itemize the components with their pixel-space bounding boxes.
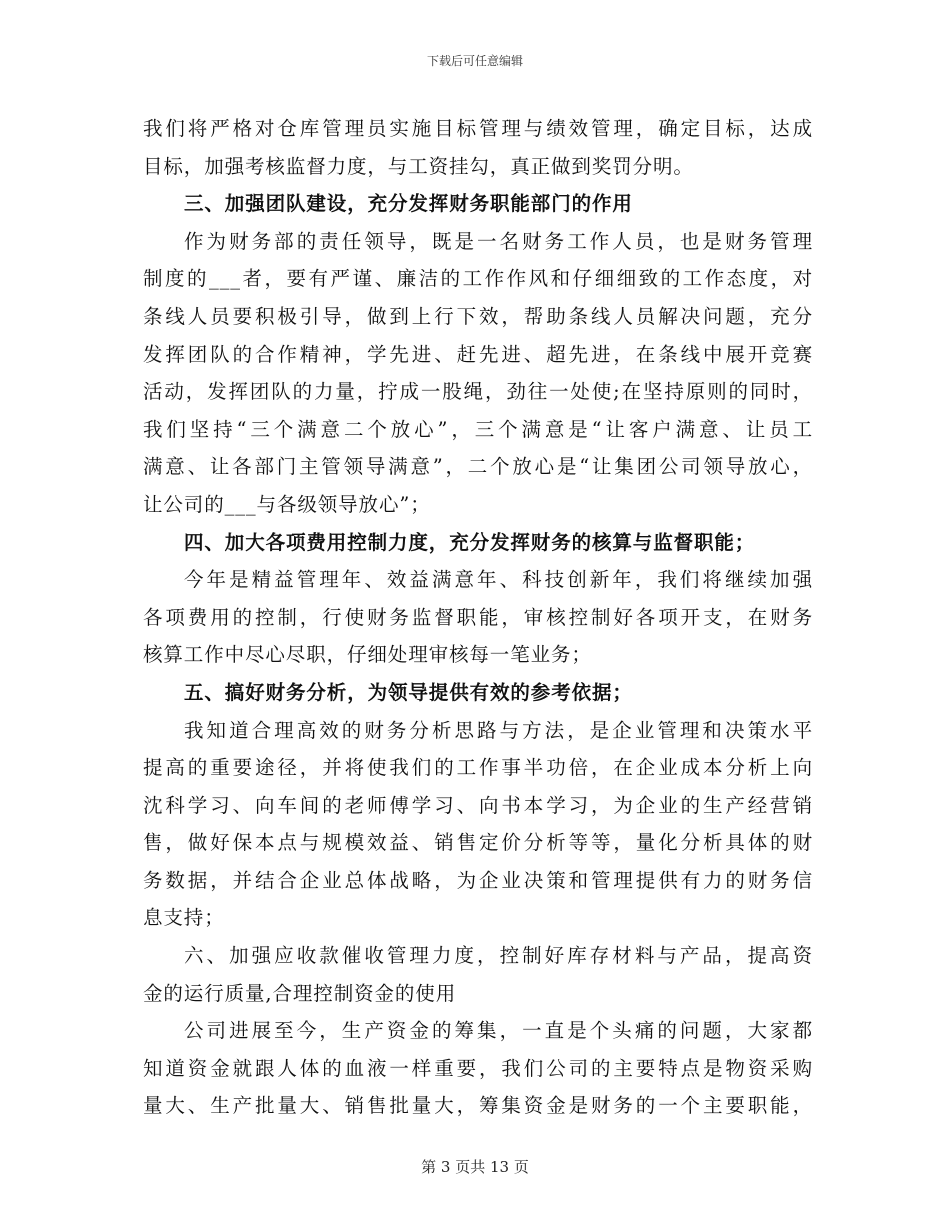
body-line: 今年是精益管理年、效益满意年、科技创新年，我们将继续加强 (184, 568, 813, 592)
document-body (143, 110, 813, 1125)
body-line: 我知道合理高效的财务分析思路与方法，是企业管理和决策水平 (184, 718, 813, 742)
body-line: 提高的重要途径，并将使我们的工作事半功倍，在企业成本分析上向 (143, 756, 813, 780)
body-line: 目标，加强考核监督力度，与工资挂勾，真正做到奖罚分明。 (143, 154, 694, 178)
body-line: 务数据，并结合企业总体战略，为企业决策和管理提供有力的财务信 (143, 868, 813, 892)
body-line: 制度的___者，要有严谨、廉洁的工作作风和仔细细致的工作态度，对 (143, 267, 813, 291)
body-line: 我们将严格对仓库管理员实施目标管理与绩效管理，确定目标，达成 (143, 117, 813, 140)
body-line: 售，做好保本点与规模效益、销售定价分析等等，量化分析具体的财 (143, 831, 813, 855)
body-line: 让公司的___与各级领导放心”； (143, 492, 431, 516)
body-line: 公司进展至今，生产资金的筹集，一直是个头痛的问题，大家都 (184, 1019, 813, 1043)
body-line: 满意、让各部门主管领导满意”，二个放心是“让集团公司领导放心， (143, 455, 813, 479)
body-line: 量大、生产批量大、销售批量大，筹集资金是财务的一个主要职能， (143, 1094, 813, 1118)
section-heading-4: 四、加大各项费用控制力度，充分发挥财务的核算与监督职能； (184, 530, 756, 554)
body-line: 各项费用的控制，行使财务监督职能，审核控制好各项开支，在财务 (143, 605, 813, 629)
page-header: 下载后可任意编辑 (426, 54, 523, 68)
body-line: 核算工作中尽心尽职，仔细处理审核每一笔业务； (143, 643, 592, 667)
body-line: 息支持； (143, 906, 225, 930)
section-heading-3: 三、加强团队建设，充分发挥财务职能部门的作用 (184, 192, 633, 216)
section-heading-6: 六、加强应收款催收管理力度，控制好库存材料与产品，提高资 (184, 944, 813, 968)
body-line: 金的运行质量,合理控制资金的使用 (143, 981, 457, 1005)
page-number: 第 3 页共 13 页 (421, 1158, 529, 1176)
body-line: 条线人员要积极引导，做到上行下效，帮助条线人员解决问题，充分 (143, 304, 813, 328)
body-line: 我们坚持“三个满意二个放心”，三个满意是“让客户满意、让员工 (143, 417, 813, 441)
body-line: 沈科学习、向车间的老师傅学习、向书本学习，为企业的生产经营销 (143, 793, 813, 817)
body-line: 作为财务部的责任领导，既是一名财务工作人员，也是财务管理 (184, 229, 813, 253)
body-line: 知道资金就跟人体的血液一样重要，我们公司的主要特点是物资采购 (143, 1056, 813, 1080)
body-line: 发挥团队的合作精神，学先进、赶先进、超先进，在条线中展开竞赛 (143, 342, 813, 366)
body-line: 活动，发挥团队的力量，拧成一股绳，劲往一处使;在坚持原则的同时， (143, 380, 813, 404)
section-heading-5: 五、搞好财务分析，为领导提供有效的参考依据； (184, 680, 633, 704)
